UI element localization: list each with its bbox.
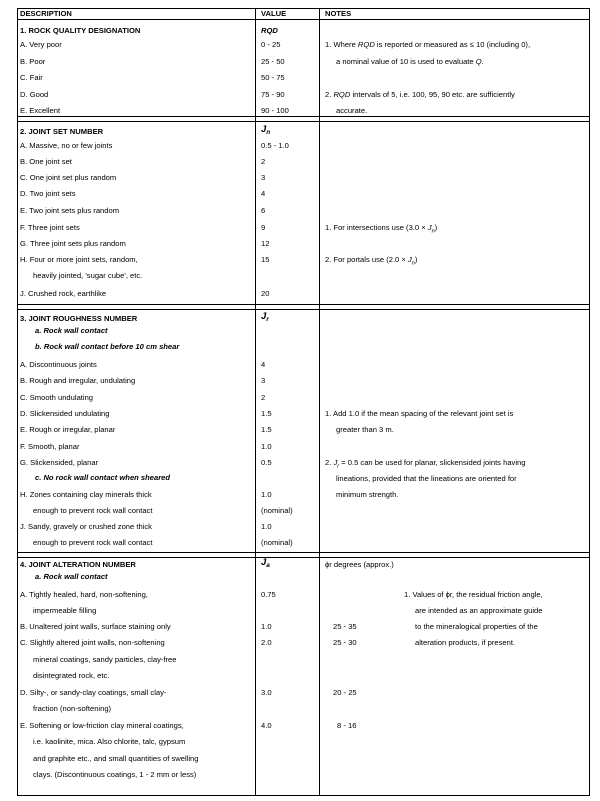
row-label: i.e. kaolinite, mica. Also chlorite, talc, gypsum: [33, 737, 186, 746]
row-label: F. Three joint sets: [20, 223, 80, 232]
row-label: A. Discontinuous joints: [20, 360, 97, 369]
row-label: impermeable filling: [33, 606, 97, 615]
phi-value: 25 - 35: [333, 622, 357, 631]
row-value: 0.5: [261, 458, 272, 467]
note-line: to the mineralogical properties of the: [415, 622, 538, 631]
phi-value: 20 - 25: [333, 688, 357, 697]
row-label: B. Rough and irregular, undulating: [20, 376, 136, 385]
row-value: 90 - 100: [261, 106, 289, 115]
subsection-heading: a. Rock wall contact: [35, 326, 108, 335]
row-label: C. Smooth undulating: [20, 393, 94, 402]
section-title: 1. ROCK QUALITY DESIGNATION: [20, 26, 141, 35]
row-label: G. Three joint sets plus random: [20, 239, 126, 248]
row-label: J. Sandy, gravely or crushed zone thick: [20, 522, 152, 531]
header-value: VALUE: [261, 9, 287, 18]
row-label: E. Excellent: [20, 106, 61, 115]
row-label: A. Tightly healed, hard, non-softening,: [20, 590, 148, 599]
row-value: 3: [261, 173, 266, 182]
row-value: 15: [261, 255, 270, 264]
phi-value: 8 - 16: [337, 721, 357, 730]
row-label: J. Crushed rock, earthlike: [20, 289, 107, 298]
row-value: 1.0: [261, 442, 272, 451]
row-label: C. Fair: [20, 73, 43, 82]
row-value: 9: [261, 223, 266, 232]
subsection-heading: c. No rock wall contact when sheared: [35, 473, 171, 482]
row-value: 1.0: [261, 522, 272, 531]
header-notes: NOTES: [325, 9, 352, 18]
row-label: enough to prevent rock wall contact: [33, 538, 153, 547]
row-label: E. Softening or low-friction clay mineral coatings,: [20, 721, 184, 730]
section-symbol: $J_r$: [261, 311, 269, 323]
note-line: a nominal value of 10 is used to evaluate Q.: [336, 57, 484, 66]
row-value: 0.5 - 1.0: [261, 141, 289, 150]
section-divider-3: [18, 552, 589, 558]
row-value: 2: [261, 157, 266, 166]
section-divider-1: [18, 116, 589, 122]
row-value: 20: [261, 289, 270, 298]
row-value: 4.0: [261, 721, 272, 730]
header-divider: [18, 19, 589, 20]
column-divider-2: [319, 9, 320, 795]
row-label: D. Good: [20, 90, 49, 99]
note-line: greater than 3 m.: [336, 425, 394, 434]
note-line: 2. For portals use $(2.0 \times J_n)$: [325, 255, 418, 267]
row-value: 3: [261, 376, 266, 385]
row-value: 4: [261, 189, 266, 198]
row-value: (nominal): [261, 506, 293, 515]
row-label: clays. (Discontinuous coatings, 1 - 2 mm or less): [33, 770, 197, 779]
row-label: B. One joint set: [20, 157, 72, 166]
section-title: 4. JOINT ALTERATION NUMBER: [20, 560, 136, 569]
row-value: 25 - 50: [261, 57, 285, 66]
subsection-heading: a. Rock wall contact: [35, 572, 108, 581]
section-divider-2: [18, 304, 589, 310]
row-label: E. Rough or irregular, planar: [20, 425, 116, 434]
row-value: 6: [261, 206, 266, 215]
subsection-heading: b. Rock wall contact before 10 cm shear: [35, 342, 180, 351]
row-label: F. Smooth, planar: [20, 442, 80, 451]
note-line: 2. $J_r = 0.5$ can be used for planar, slickensided joints having: [325, 458, 526, 470]
row-label: E. Two joint sets plus random: [20, 206, 120, 215]
row-label: and graphite etc., and small quantities of swelling: [33, 754, 199, 763]
row-value: 1.0: [261, 490, 272, 499]
note-line: minimum strength.: [336, 490, 399, 499]
row-label: heavily jointed, 'sugar cube', etc.: [33, 271, 143, 280]
section-symbol: $J_n$: [261, 124, 271, 136]
row-label: H. Zones containing clay minerals thick: [20, 490, 152, 499]
row-value: 1.5: [261, 409, 272, 418]
row-label: mineral coatings, sandy particles, clay-free: [33, 655, 177, 664]
row-value: 50 - 75: [261, 73, 285, 82]
note-line: alteration products, if present.: [415, 638, 516, 647]
note-line: 2. RQD intervals of 5, i.e. 100, 95, 90 etc. are sufficiently: [325, 90, 515, 99]
phi-column-heading: ϕr degrees (approx.): [325, 560, 394, 569]
row-label: A. Massive, no or few joints: [20, 141, 113, 150]
section-symbol: $J_a$: [261, 557, 270, 569]
section-title: 3. JOINT ROUGHNESS NUMBER: [20, 314, 138, 323]
row-value: 2: [261, 393, 266, 402]
note-line: accurate.: [336, 106, 368, 115]
row-label: C. One joint set plus random: [20, 173, 117, 182]
row-label: fraction (non-softening): [33, 704, 112, 713]
row-value: 1.0: [261, 622, 272, 631]
row-value: 0.75: [261, 590, 276, 599]
note-line: lineations, provided that the lineations are oriented for: [336, 474, 517, 483]
row-label: disintegrated rock, etc.: [33, 671, 110, 680]
row-value: 2.0: [261, 638, 272, 647]
note-line: 1. Add 1.0 if the mean spacing of the relevant joint set is: [325, 409, 514, 418]
row-label: D. Slickensided undulating: [20, 409, 110, 418]
row-label: D. Two joint sets: [20, 189, 76, 198]
note-line: are intended as an approximate guide: [415, 606, 543, 615]
row-label: enough to prevent rock wall contact: [33, 506, 153, 515]
note-line: 1. Where RQD is reported or measured as ≤ 10 (including 0),: [325, 40, 531, 49]
row-value: 75 - 90: [261, 90, 285, 99]
row-value: 0 - 25: [261, 40, 281, 49]
row-value: (nominal): [261, 538, 293, 547]
row-label: A. Very poor: [20, 40, 62, 49]
row-label: B. Unaltered joint walls, surface staining only: [20, 622, 171, 631]
row-label: D. Silty-, or sandy-clay coatings, small clay-: [20, 688, 167, 697]
header-description: DESCRIPTION: [20, 9, 72, 18]
note-line: 1. Values of ϕr, the residual friction angle,: [404, 590, 543, 599]
row-value: 3.0: [261, 688, 272, 697]
phi-value: 25 - 30: [333, 638, 357, 647]
row-label: B. Poor: [20, 57, 46, 66]
row-label: H. Four or more joint sets, random,: [20, 255, 138, 264]
section-symbol: RQD: [261, 26, 278, 35]
section-title: 2. JOINT SET NUMBER: [20, 127, 104, 136]
column-divider-1: [255, 9, 256, 795]
row-value: 1.5: [261, 425, 272, 434]
note-line: 1. For intersections use $(3.0 \times J_n)$: [325, 223, 438, 235]
row-value: 12: [261, 239, 270, 248]
row-value: 4: [261, 360, 266, 369]
row-label: G. Slickensided, planar: [20, 458, 99, 467]
row-label: C. Slightly altered joint walls, non-softening: [20, 638, 165, 647]
